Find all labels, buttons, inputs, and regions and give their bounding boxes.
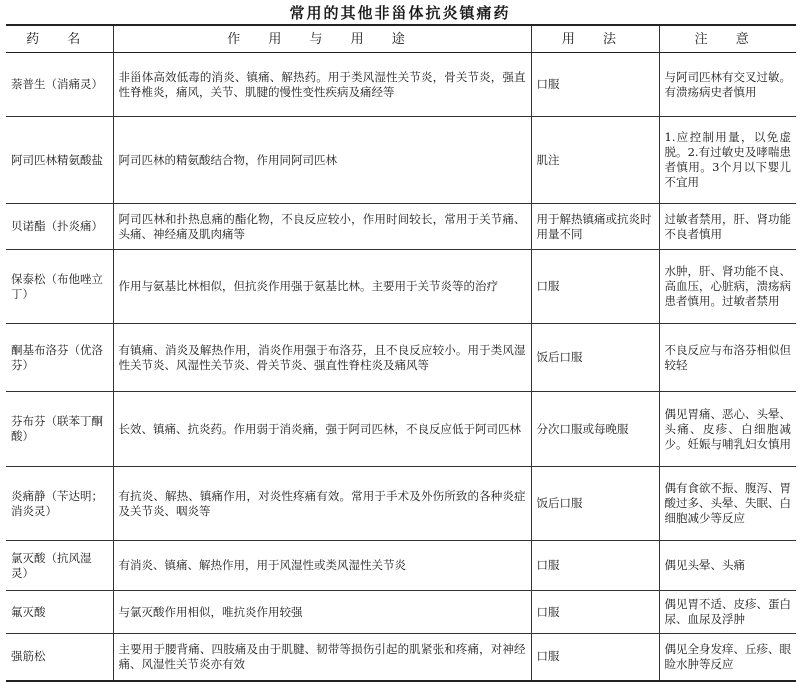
drug-name: 芬布芬（联苯丁酮酸） (6, 392, 113, 467)
drug-name: 阿司匹林精氨酸盐 (6, 117, 113, 204)
drug-use: 与氯灭酸作用相似，唯抗炎作用较强 (113, 591, 531, 634)
drug-note: 偶见全身发痒、丘疹、眼睑水肿等反应 (659, 634, 796, 681)
drug-method: 口服 (531, 250, 659, 324)
drug-name: 萘普生（消痛灵） (6, 53, 113, 117)
drug-use: 有镇痛、消炎及解热作用，消炎作用强于布洛芬，且不良反应较小。用于类风湿性关节炎、风湿性关节炎、骨关节炎、强直性脊柱炎及痛风等 (113, 324, 531, 392)
drug-note: 偶有食欲不振、腹泻、胃酸过多、头晕、失眠、白细胞减少等反应 (659, 467, 796, 541)
drug-note: 不良反应与布洛芬相似但较轻 (659, 324, 796, 392)
drug-name: 氟灭酸 (6, 591, 113, 634)
drug-use: 阿司匹林和扑热息痛的酯化物，不良反应较小，作用时间较长，常用于关节痛、头痛、神经痛及肌肉痛等 (113, 204, 531, 250)
drug-use: 有抗炎、解热、镇痛作用，对炎性疼痛有效。常用于手术及外伤所致的各种炎症及关节炎、咽炎等 (113, 467, 531, 541)
header-row (6, 25, 796, 53)
header-action-use: 作 用 与 用 途 (113, 25, 531, 53)
drug-name: 炎痛静（苄达明；消炎灵） (6, 467, 113, 541)
table-row (6, 53, 796, 117)
header-drug-name: 药 名 (6, 25, 113, 53)
table-row (6, 467, 796, 541)
table-row (6, 634, 796, 681)
drug-method: 口服 (531, 53, 659, 117)
drug-method: 口服 (531, 541, 659, 591)
drug-note: 过敏者禁用，肝、肾功能不良者慎用 (659, 204, 796, 250)
drug-method: 饭后口服 (531, 324, 659, 392)
header-notes: 注 意 (659, 25, 796, 53)
table-row (6, 324, 796, 392)
drug-name: 酮基布洛芬（优洛芬） (6, 324, 113, 392)
drug-note: 偶见胃不适、皮疹、蛋白尿、血尿及浮肿 (659, 591, 796, 634)
drug-use: 作用与氨基比林相似，但抗炎作用强于氨基比林。主要用于关节炎等的治疗 (113, 250, 531, 324)
drug-note: 水肿，肝、肾功能不良、高血压，心脏病，溃疡病患者慎用。过敏者禁用 (659, 250, 796, 324)
drug-use: 长效、镇痛、抗炎药。作用弱于消炎痛，强于阿司匹林，不良反应低于阿司匹林 (113, 392, 531, 467)
drug-note: 1.应控制用量，以免虚脱。2.有过敏史及哮喘患者慎用。3个月以下婴儿不宜用 (659, 117, 796, 204)
drug-use: 主要用于腰背痛、四肢痛及由于肌腱、韧带等损伤引起的肌紧张和疼痛，对神经痛、风湿性关节炎亦有效 (113, 634, 531, 681)
drug-method: 口服 (531, 634, 659, 681)
table-row (6, 541, 796, 591)
drug-note: 偶见头晕、头痛 (659, 541, 796, 591)
drug-method: 分次口服或每晚服 (531, 392, 659, 467)
drug-method: 饭后口服 (531, 467, 659, 541)
drug-use: 非甾体高效低毒的消炎、镇痛、解热药。用于类风湿性关节炎，骨关节炎，强直性脊椎炎，痛风，关节、肌腱的慢性变性疾病及痛经等 (113, 53, 531, 117)
drug-method: 口服 (531, 591, 659, 634)
drug-method: 肌注 (531, 117, 659, 204)
table-title: 常用的其他非甾体抗炎镇痛药 (289, 4, 511, 22)
drug-note: 偶见胃痛、恶心、头晕、头痛、皮疹、白细胞减少。妊娠与哺乳妇女慎用 (659, 392, 796, 467)
drug-table (6, 24, 796, 682)
table-row (6, 392, 796, 467)
drug-method: 用于解热镇痛或抗炎时用量不同 (531, 204, 659, 250)
drug-use: 有消炎、镇痛、解热作用，用于风湿性或类风湿性关节炎 (113, 541, 531, 591)
drug-name: 氯灭酸（抗风湿灵） (6, 541, 113, 591)
drug-name: 强筋松 (6, 634, 113, 681)
table-row (6, 204, 796, 250)
drug-note: 与阿司匹林有交叉过敏。有溃疡病史者慎用 (659, 53, 796, 117)
drug-use: 阿司匹林的精氨酸结合物，作用同阿司匹林 (113, 117, 531, 204)
table-row (6, 250, 796, 324)
table-row (6, 117, 796, 204)
drug-name: 贝诺酯（扑炎痛） (6, 204, 113, 250)
header-method: 用 法 (531, 25, 659, 53)
table-row (6, 591, 796, 634)
drug-name: 保泰松（布他唑立丁） (6, 250, 113, 324)
